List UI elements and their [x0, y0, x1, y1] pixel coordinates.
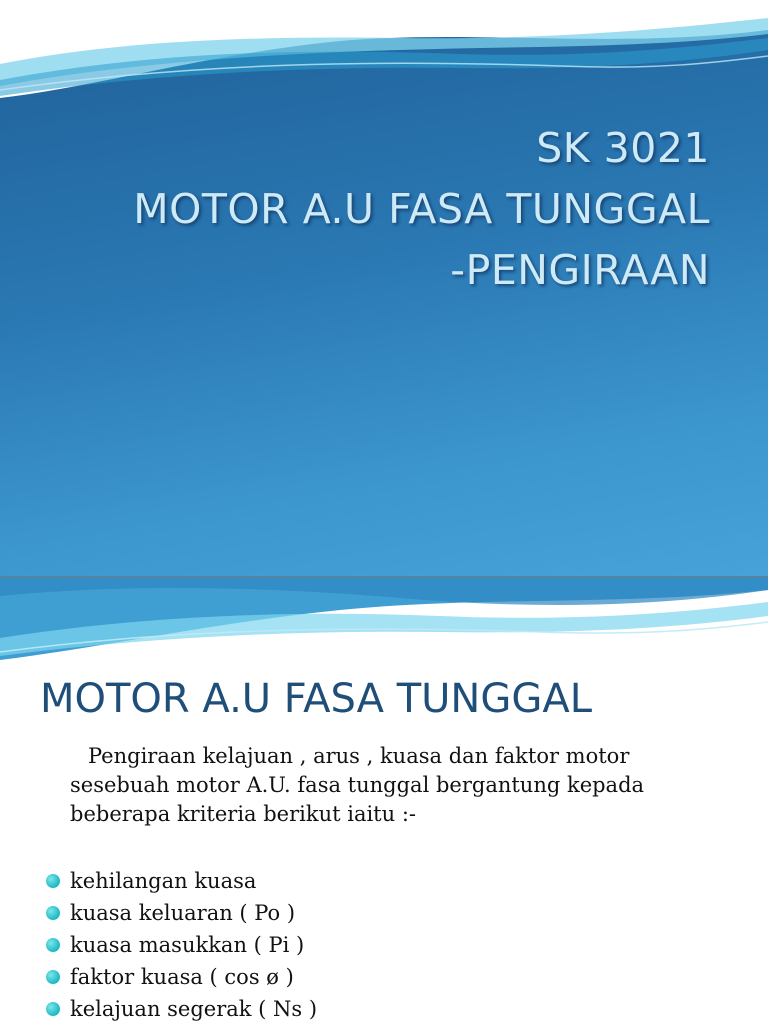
bullet-icon: [46, 1002, 60, 1016]
title-line-2: MOTOR A.U FASA TUNGGAL: [133, 185, 710, 233]
wave-decoration: [0, 0, 768, 110]
slide-divider: [0, 576, 768, 577]
title-line-3: -PENGIRAAN: [450, 246, 710, 294]
slide-heading: MOTOR A.U FASA TUNGGAL: [40, 676, 592, 722]
criteria-list: [46, 865, 317, 1024]
list-item: [46, 993, 317, 1024]
list-item: [46, 897, 317, 929]
slide-title: [30, 118, 710, 301]
content-slide: [0, 576, 768, 1024]
list-item-text: kuasa keluaran ( Po ): [70, 901, 296, 925]
list-item-text: kehilangan kuasa: [70, 869, 257, 893]
list-item-text: kelajuan segerak ( Ns ): [70, 997, 318, 1021]
list-item: [46, 865, 317, 897]
title-line-1: SK 3021: [536, 124, 710, 172]
bullet-icon: [46, 970, 60, 984]
list-item-text: kuasa masukkan ( Pi ): [70, 933, 305, 957]
bullet-icon: [46, 938, 60, 952]
list-item: [46, 929, 317, 961]
list-item: [46, 961, 317, 993]
intro-paragraph: Pengiraan kelajuan , arus , kuasa dan faktor motor sesebuah motor A.U. fasa tunggal bergantung kepada beberapa kriteria berikut iaitu :-: [70, 744, 645, 826]
bullet-icon: [46, 874, 60, 888]
list-item-text: faktor kuasa ( cos ø ): [70, 965, 294, 989]
wave-decoration: [0, 576, 768, 666]
bullet-icon: [46, 906, 60, 920]
